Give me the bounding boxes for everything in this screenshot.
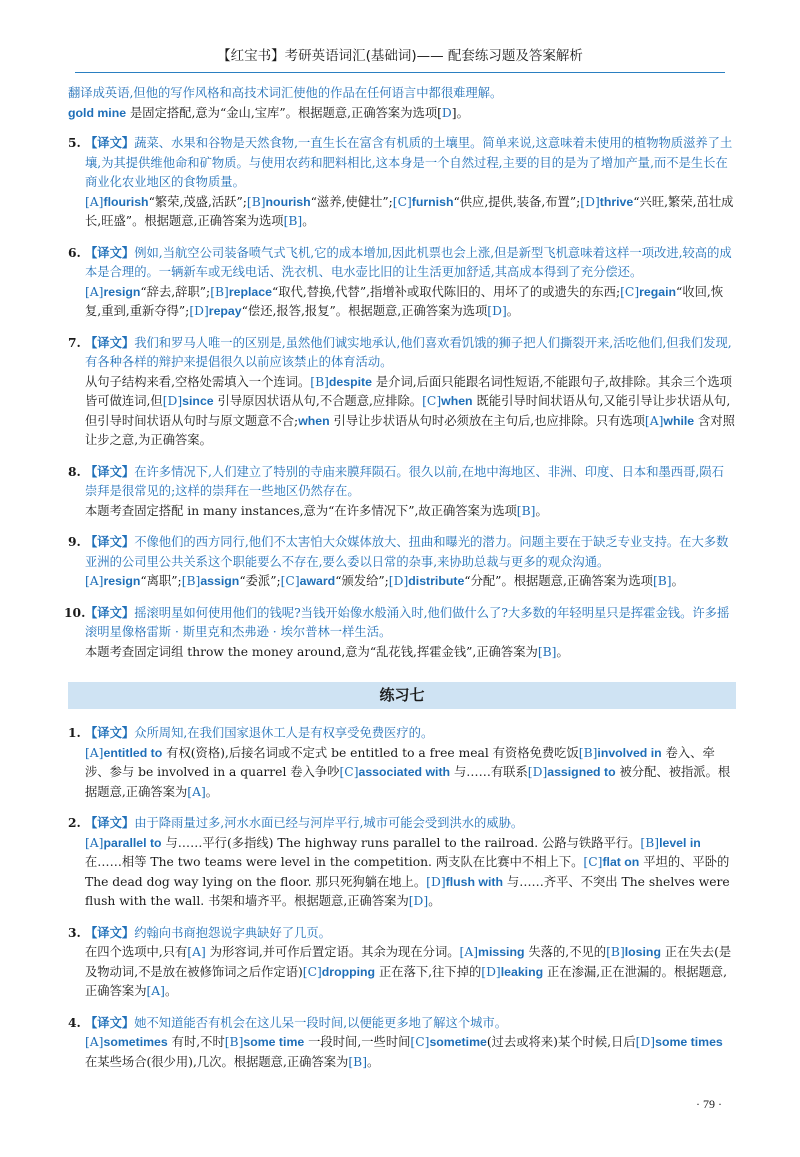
translation-tag: 【译文】 [85,815,135,830]
intro-translation: 翻译成英语,但他的写作风格和高技术词汇使他的作品在任何语言中都很难理解。 [68,86,503,100]
translation-text: 不像他们的西方同行,他们不太害怕大众媒体放大、扭曲和曝光的潜力。问题主要在于缺乏专业支持。在大多数亚洲的公司里公共关系这个职能要么不存在,要么委以日常的杂事,来协助总裁与更多的观众沟通。 [85,535,729,569]
translation-tag: 【译文】 [85,604,135,620]
option-b-word: despite [328,374,372,389]
options-analysis [85,572,736,592]
option-b-word: assign [200,574,240,588]
answer-end: 。 [428,894,441,908]
option-c-label: [C] [620,284,640,299]
question-number: 2. [68,815,81,830]
question-number: 3. [68,924,81,940]
option-d-text: 引导原因状语从句,不合题意,应排除。 [213,394,423,408]
option-d-label: [D] [527,765,548,779]
option-a-text: 有权(资格),后接名词或不定式 be entitled to a free meal 有资格免费吃饭 [162,745,579,760]
option-a-label: [A] [85,745,104,760]
answer-end: 。 [164,984,178,998]
analysis-text: 在四个选项中,只有 [85,945,188,959]
option-d-label: [D] [162,394,183,408]
analysis-text: 本题考查固定词组 throw the money around,意为“乱花钱,挥霍金钱”,正确答案为 [85,644,538,659]
option-c-word: dropping [321,964,376,979]
translation-text: 我们和罗马人唯一的区别是,虽然他们诚实地承认,他们喜欢看饥饿的狮子把人们撕裂开来,活吃他们,但我们发现,有各种各样的辩护来提倡很久以前应该禁止的体育活动。 [85,335,732,369]
option-d-word: some times [655,1035,723,1049]
option-d-word: flush with [445,874,504,889]
option-c-label: [C] [339,765,359,779]
option-c-text: 正在落下,往下掉的 [375,964,482,979]
question-number: 4. [68,1014,81,1030]
answer-end: 。 [556,644,569,659]
option-a-text: 与……平行(多指线) The highway runs parallel to the railroad. 公路与铁路平行。 [161,835,641,850]
intro-answer: D [441,105,452,120]
section7-question-1 [68,723,736,802]
options-analysis [85,193,736,232]
option-c-word: when [441,394,473,408]
option-b-label: [B] [181,574,201,588]
translation-text: 众所周知,在我们国家退休工人是有权享受免费医疗的。 [134,726,434,740]
option-d-label: [D] [189,304,209,318]
analysis-text: 从句子结构来看,空格处需填入一个连词。 [85,374,311,389]
section7-question-3 [68,923,736,1002]
option-c-word: associated with [358,765,451,779]
answer-label: [D] [408,894,429,908]
option-a-label: [A] [85,284,104,299]
translation-text: 例如,当航空公司装备喷气式飞机,它的成本增加,因此机票也会上涨,但是新型飞机意味着这样一项改进,较高的成本是合理的。一辆新车或无线电话、洗衣机、电水壶比旧的让生活更加舒适,其高成本得到了充分偿还。 [85,245,732,279]
option-a-word: sometimes [103,1035,168,1049]
answer-end: 。 [506,304,520,318]
option-b-text: “取代,替换,代替”,指增补或取代陈旧的、用坏了的或遗失的东西; [271,284,621,299]
options-analysis [85,1033,736,1072]
question-number: 1. [68,725,81,740]
analysis-text: 本题考查固定搭配 in many instances,意为“在许多情况下”,故正确答案为选项 [85,503,517,518]
option-a-word: entitled to [103,745,163,760]
option-a-word: flourish [103,194,149,209]
translation-text: 摇滚明星如何使用他们的钱呢?当钱开始像水般涌入时,他们做什么了?大多数的年轻明星只是挥霍金钱。许多摇滚明星像格雷斯 · 斯里克和杰弗逊 · 埃尔普林一样生活。 [85,605,730,639]
option-d-text: 被分配、被指派。根据题意,正确答案为 [85,765,731,799]
option-b-label: [B] [606,945,625,959]
option-a-word: resign [103,284,141,299]
question-number: 9. [68,534,81,549]
option-b-text: 正在失去(是及物动词,不是放在被修饰词之后作定语) [85,945,732,979]
option-b-label: [B] [578,745,598,760]
keyword-when: when [298,413,330,428]
option-d-label: [D] [426,874,446,889]
option-a-label: [A] [85,194,104,209]
option-c-word: furnish [411,194,454,209]
answer-label: [D] [487,304,507,318]
translation-tag: 【译文】 [85,244,135,260]
answer-label: [A] [187,784,206,799]
analysis-text-2: 为形容词,并可作后置定语。其余为现在分词。 [205,945,460,959]
question-8 [68,462,736,522]
option-d-text: 与……齐平、不突出 The shelves were flush with the wall. 书架和墙齐平。根据题意,正确答案为 [85,874,730,908]
option-a-label: [A] [85,835,104,850]
option-a-word: missing [478,945,525,959]
option-d-text: 在某些场合(很少用),几次。根据题意,正确答案为 [85,1054,349,1069]
option-d-word: assigned to [547,765,616,779]
option-d-text: 正在渗漏,正在泄漏的。根据题意,正确答案为 [85,964,727,998]
option-c-label: [C] [392,194,412,209]
question-9 [68,532,736,592]
options-analysis [85,283,736,322]
option-a-label: [A] [644,413,664,428]
option-c-word: sometime [429,1035,487,1049]
section7-question-2 [68,813,736,912]
option-d-label: [D] [388,574,409,588]
option-c-label: [C] [422,394,442,408]
option-d-label: [D] [580,194,600,209]
option-b-label: [B] [224,1035,244,1049]
options-analysis [85,744,736,803]
option-b-text: “滋养,使健壮”; [310,194,393,209]
answer-label: [B] [348,1054,367,1069]
translation-text: 她不知道能否有机会在这儿呆一段时间,以便能更多地了解这个城市。 [134,1015,508,1030]
option-c-text: (过去或将来)某个时候,日后 [486,1035,636,1049]
option-d-word: leaking [500,964,544,979]
option-d-label: [D] [481,964,501,979]
option-a-label: [A] [85,1035,104,1049]
question-number: 5. [68,135,81,150]
section7-question-4 [68,1013,736,1073]
option-b-label: [B] [246,194,266,209]
answer-label: [B] [652,574,672,588]
translation-tag: 【译文】 [85,1014,135,1030]
option-b-word: involved in [597,745,662,760]
option-a-text: 含对照让步之意,为正确答案。 [85,413,735,447]
options-analysis [85,502,736,522]
translation-tag: 【译文】 [85,725,135,740]
option-d-label: [D] [635,1035,656,1049]
intro-explanation: 是固定搭配,意为“金山,宝库”。根据题意,正确答案为选项[ [126,105,442,120]
question-7 [68,333,736,451]
options-analysis [85,373,736,451]
option-b-word: some time [243,1035,305,1049]
option-a-word: parallel to [103,835,162,850]
option-c-text: 平坦的、平卧的 The dead dog way lying on the floor. 那只死狗躺在地上。 [85,855,730,889]
options-analysis [85,943,736,1002]
option-d-word: repay [208,304,242,318]
option-b-label: [B] [310,374,329,389]
option-c-text: “供应,提供,装备,布置”; [453,194,581,209]
question-number: 10. [64,604,86,620]
option-c-text: “颁发给”; [335,574,389,588]
question-number: 6. [68,244,81,260]
option-a-text: “繁荣,茂盛,活跃”; [148,194,247,209]
option-c-label: [C] [583,855,603,869]
question-number: 7. [68,334,81,350]
option-a-text: 失落的,不见的 [524,945,607,959]
options-analysis [85,834,736,912]
translation-text: 由于降雨量过多,河水水面已经与河岸平行,城市可能会受到洪水的威胁。 [134,816,524,830]
option-c-text: 既能引导时间状语从句,又能引导让步状语从句,但引导时间状语从句时与原文题意不合; [85,394,731,428]
option-b-label: [B] [640,835,660,850]
translation-tag: 【译文】 [85,924,135,940]
option-d-word: since [182,394,214,408]
option-c-text: “收回,恢复,重到,重新夺得”; [85,284,724,318]
translation-tag: 【译文】 [85,534,135,549]
option-c-label: [C] [410,1035,430,1049]
option-c-word: flat on [602,855,640,869]
section-title-banner: 练习七 [68,682,736,709]
answer-end: 。 [367,1054,380,1069]
options-analysis [85,643,736,663]
option-a-label: [A] [85,574,104,588]
page-content [64,84,736,1083]
header-rule [75,72,725,73]
answer-end: 。 [205,784,219,799]
answer-label: [B] [537,644,557,659]
intro-keyword: gold mine [68,105,127,120]
page-header: 【红宝书】考研英语词汇(基础词)—— 配套练习题及答案解析 [217,48,583,64]
keyword-when-text: 引导让步状语从句时必须放在主句后,也应排除。只有选项 [329,413,645,428]
intro-block [68,84,736,123]
option-c-word: award [299,574,336,588]
option-b-text: 卷入、牵涉、参与 be involved in a quarrel 卷入争吵 [85,745,715,779]
question-5 [68,133,736,232]
option-b-word: level in [659,835,701,850]
question-10 [64,603,736,663]
answer-end: 。 [302,214,315,228]
option-a-word: resign [103,574,141,588]
question-number: 8. [68,463,81,479]
option-d-text: “偿还,报答,报复”。根据题意,正确答案为选项 [241,304,488,318]
translation-text: 蔬菜、水果和谷物是天然食物,一直生长在富含有机质的土壤里。简单来说,这意味着未使用的植物物质滋养了土壤,为其提供维他命和矿物质。与使用农药和肥料相比,这本身是一个自然过程,主要的目的是为了增加产量,而不是生长在商业化农业地区的食物质量。 [85,136,733,189]
option-b-label: [B] [210,284,229,299]
translation-tag: 【译文】 [85,135,135,150]
option-c-label: [C] [302,964,322,979]
answer-label: [B] [516,503,536,518]
option-a-text: 有时,不时 [167,1035,225,1049]
page-number: · 79 · [696,1097,722,1111]
option-c-text: 与……有联系 [450,765,528,779]
translation-text: 约翰向书商抱怨说字典缺好了几页。 [134,925,331,940]
option-a-text: “辞去,辞职”; [140,284,211,299]
option-c-label: [C] [280,574,300,588]
intro-end: ]。 [451,105,469,120]
option-d-word: thrive [599,194,634,209]
option-a-text: “离职”; [140,574,182,588]
option-b-text: 一段时间,一些时间 [304,1035,411,1049]
answer-end: 。 [535,503,548,518]
answer-label: [B] [283,214,303,228]
option-a-label: [A] [459,945,479,959]
translation-tag: 【译文】 [85,463,135,479]
question-6 [68,243,736,322]
analysis-option-label: [A] [187,945,206,959]
option-a-word: while [663,413,695,428]
option-d-text: “分配”。根据题意,正确答案为选项 [464,574,653,588]
option-b-text: 在……相等 The two teams were level in the competition. 两支队在比赛中不相上下。 [85,855,584,869]
option-c-word: regain [639,284,677,299]
option-d-word: distribute [408,574,465,588]
translation-text: 在许多情况下,人们建立了特别的寺庙来膜拜陨石。很久以前,在地中海地区、非洲、印度、日本和墨西哥,陨石崇拜是很常见的;这样的崇拜在一些地区仍然存在。 [85,464,724,498]
answer-label: [A] [146,984,165,998]
option-b-text: 是介词,后面只能跟名词性短语,不能跟句子,故排除。其余三个选项皆可做连词,但 [85,374,732,408]
option-b-word: losing [624,945,661,959]
option-b-word: replace [228,284,272,299]
answer-end: 。 [671,574,684,588]
option-b-word: nourish [265,194,311,209]
option-d-text: “兴旺,繁荣,茁壮成长,旺盛”。根据题意,正确答案为选项 [85,194,734,228]
translation-tag: 【译文】 [85,334,135,350]
option-b-text: “委派”; [239,574,281,588]
